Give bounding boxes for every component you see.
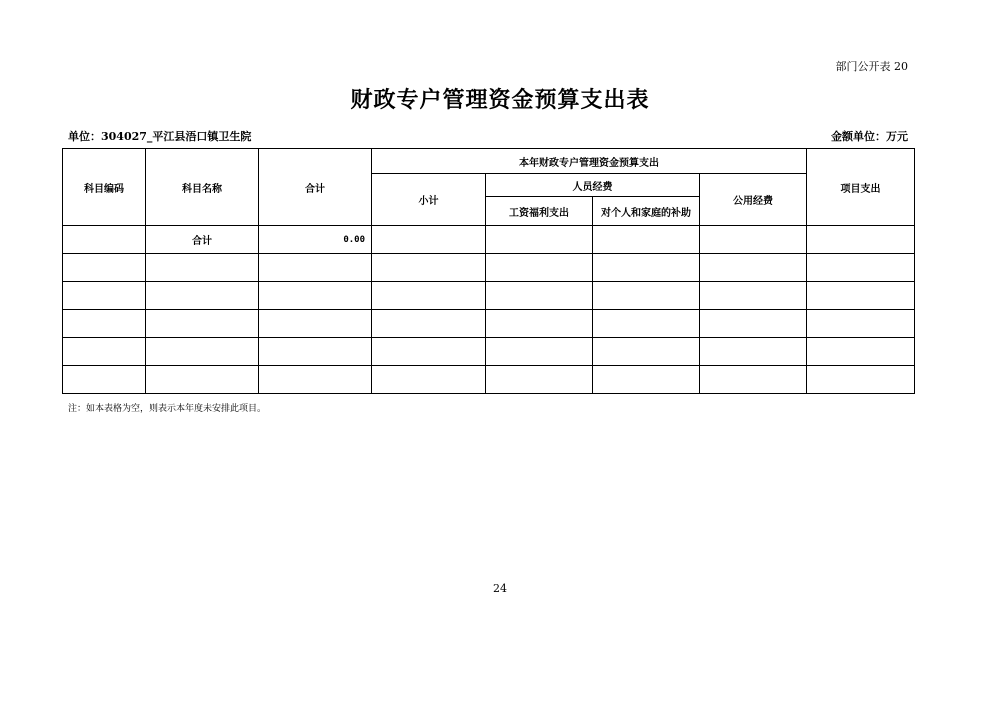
table-cell bbox=[372, 338, 486, 366]
table-cell bbox=[63, 254, 146, 282]
table-cell bbox=[807, 282, 915, 310]
table-row bbox=[63, 310, 915, 338]
table-cell bbox=[807, 338, 915, 366]
table-cell bbox=[807, 366, 915, 394]
page-title: 财政专户管理资金预算支出表 bbox=[350, 87, 650, 113]
table-cell bbox=[700, 366, 807, 394]
table-cell bbox=[807, 310, 915, 338]
table-cell bbox=[63, 338, 146, 366]
header-personal-family-subsidy: 对个人和家庭的补助 bbox=[593, 197, 700, 226]
table-cell bbox=[146, 366, 259, 394]
form-number: 部门公开表 20 bbox=[835, 60, 908, 73]
table-cell bbox=[259, 282, 372, 310]
table-cell bbox=[372, 282, 486, 310]
table-cell bbox=[63, 366, 146, 394]
header-project-expenditure: 项目支出 bbox=[807, 149, 915, 226]
table-cell bbox=[700, 282, 807, 310]
table-cell bbox=[486, 226, 593, 254]
table-cell bbox=[372, 310, 486, 338]
table-row bbox=[63, 254, 915, 282]
budget-table bbox=[62, 148, 915, 394]
table-cell bbox=[259, 366, 372, 394]
header-public-expenses: 公用经费 bbox=[700, 174, 807, 226]
table-cell bbox=[593, 310, 700, 338]
table-cell bbox=[593, 338, 700, 366]
table-cell bbox=[700, 338, 807, 366]
header-subject-name: 科目名称 bbox=[146, 149, 259, 226]
page-number: 24 bbox=[493, 582, 507, 595]
table-cell bbox=[700, 226, 807, 254]
table-row bbox=[63, 226, 915, 254]
table-cell bbox=[372, 226, 486, 254]
unit-label: 单位：304027_平江县浯口镇卫生院 bbox=[68, 130, 252, 143]
table-row bbox=[63, 282, 915, 310]
table-row bbox=[63, 366, 915, 394]
table-cell bbox=[146, 254, 259, 282]
header-group-expenditure: 本年财政专户管理资金预算支出 bbox=[372, 149, 807, 174]
table-cell bbox=[486, 310, 593, 338]
table-cell bbox=[700, 310, 807, 338]
header-personnel-expenses: 人员经费 bbox=[486, 174, 700, 197]
table-cell bbox=[807, 254, 915, 282]
table-cell: 合计 bbox=[146, 226, 259, 254]
table-cell bbox=[593, 254, 700, 282]
table-cell bbox=[146, 282, 259, 310]
table-cell: 0.00 bbox=[259, 226, 372, 254]
table-cell bbox=[593, 226, 700, 254]
table-cell bbox=[146, 310, 259, 338]
table-cell bbox=[259, 310, 372, 338]
table-cell bbox=[486, 254, 593, 282]
table-cell bbox=[700, 254, 807, 282]
table-cell bbox=[486, 366, 593, 394]
table-cell bbox=[259, 254, 372, 282]
table-cell bbox=[593, 366, 700, 394]
footnote: 注：如本表格为空，则表示本年度未安排此项目。 bbox=[68, 404, 267, 414]
table-cell bbox=[372, 254, 486, 282]
table-cell bbox=[486, 282, 593, 310]
table-cell bbox=[146, 338, 259, 366]
table-cell bbox=[807, 226, 915, 254]
table-cell bbox=[593, 282, 700, 310]
table-cell bbox=[259, 338, 372, 366]
table-cell bbox=[63, 226, 146, 254]
table-cell bbox=[486, 338, 593, 366]
header-subtotal: 小计 bbox=[372, 174, 486, 226]
header-wages-welfare: 工资福利支出 bbox=[486, 197, 593, 226]
header-subject-code: 科目编码 bbox=[63, 149, 146, 226]
amount-unit-label: 金额单位：万元 bbox=[831, 130, 908, 143]
table-cell bbox=[63, 310, 146, 338]
table-cell bbox=[63, 282, 146, 310]
table-row bbox=[63, 338, 915, 366]
table-cell bbox=[372, 366, 486, 394]
header-total: 合计 bbox=[259, 149, 372, 226]
